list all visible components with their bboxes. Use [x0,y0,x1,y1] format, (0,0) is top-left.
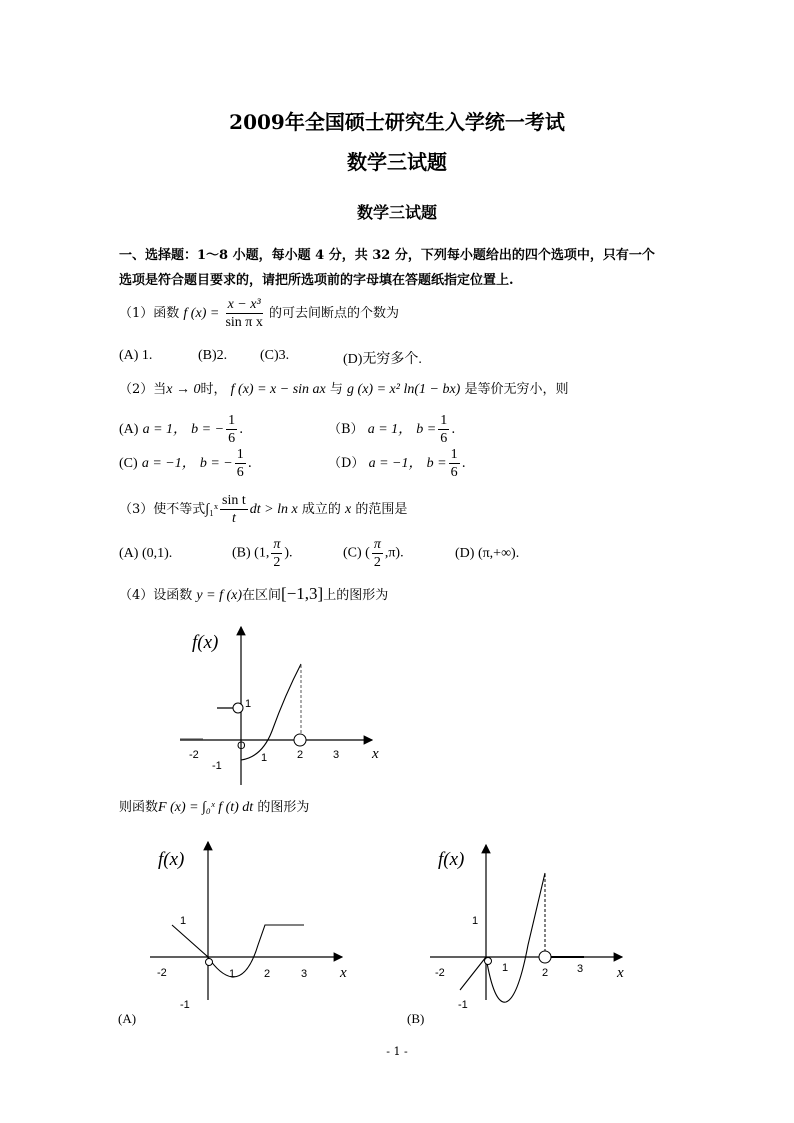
option-b-value: b = [416,422,437,437]
q2-g: g (x) = x² ln(1 − bx) [347,382,461,397]
option-label: (C) [343,545,362,561]
option-a-value: a = −1， [368,456,423,471]
option-label: (A) [119,422,139,437]
curve [241,664,304,761]
q4-interval: [−1,3] [281,584,324,603]
denominator: 6 [440,431,448,446]
denominator: 6 [228,431,236,446]
option-expr: (π,+∞). [477,546,520,561]
q1-option-c[interactable]: (C)3. [260,348,290,363]
tick-label: 3 [577,963,584,975]
option-b-value: b = − [199,456,233,471]
q3-var: x [345,502,352,517]
tick-label: -1 [458,999,468,1011]
denominator: 6 [450,465,458,480]
option-a-value: a = 1， [367,422,413,437]
q3-mid: 成立的 [301,502,341,517]
x-label: x [372,746,379,762]
curve [172,925,304,977]
q1-option-d[interactable]: (D)无穷多个. [343,352,422,367]
q1-numerator: x − x³ [227,297,261,312]
q1-denominator: sin π x [225,315,263,330]
q4-function: y = f (x) [196,588,243,603]
option-pre: (1, [254,545,270,561]
denominator: 2 [273,555,281,570]
exam-subtitle-2: 数学三试题 [356,203,437,222]
q3-rest: dt > ln x [249,502,298,517]
option-label: （D） [328,456,365,471]
q4-suffix: 上的图形为 [323,588,389,603]
q1-suffix: 的可去间断点的个数为 [268,306,399,321]
q2-option-c[interactable]: (C) a = −1， b = − $\frac{1}{6}$ . [119,447,252,480]
q1-option-b[interactable]: (B)2. [198,348,228,363]
tick-label: 1 [245,698,252,710]
q4-then-suffix: 的图形为 [257,800,310,815]
origin-point [485,958,492,965]
graph-option-a[interactable] [118,842,347,1026]
page-number: - 1 - [386,1045,408,1058]
numerator: sin t [222,493,246,508]
option-b-value: b = − [191,422,225,437]
option-a-value: a = −1， [141,456,196,471]
y-label: f(x) [438,849,465,870]
tick-label: 2 [542,967,549,979]
option-label: (D) [455,546,475,561]
option-a-value: a = 1， [142,422,188,437]
tick-label: -2 [435,967,445,979]
section-instructions-line1: 一、选择题：1～8 小题，每小题 4 分，共 32 分，下列每小题给出的四个选项中，只有一个 [119,248,655,263]
numerator: 1 [450,447,458,462]
option-label: (B) [407,1011,425,1026]
graph-main [180,627,379,785]
option-label: (B) [232,545,251,561]
exam-title: 2009年全国硕士研究生入学统一考试 [229,110,565,134]
tick-label: 1 [261,752,268,764]
denominator: 2 [373,555,381,570]
q2-condition: x → 0 [166,382,201,397]
tick-label: -2 [189,749,199,761]
q2-mid1: 时， [200,382,227,397]
q1-function: f (x) = [183,306,220,321]
option-label: (A) [119,546,139,561]
origin-point [206,959,213,966]
exam-subtitle: 数学三试题 [347,150,447,174]
y-label: f(x) [192,632,219,653]
y-label: f(x) [158,849,185,870]
graph-option-b[interactable] [407,845,624,1026]
q3-suffix: 的范围是 [355,502,408,517]
tick-label: -1 [180,999,190,1011]
curve [460,873,545,1002]
x-label: x [617,965,624,981]
option-post: ). [284,545,293,561]
q2-option-a[interactable]: (A) a = 1， b = − $\frac{1}{6}$ . [119,413,244,446]
open-point [294,734,306,746]
tick-label: -2 [157,967,167,979]
tick-label: 2 [264,968,271,980]
denominator: t [231,511,236,526]
q3-prefix: （3）使不等式 [119,502,206,517]
option-post: ,π). [384,545,404,561]
option-label: (C) [119,456,138,471]
q3-integral: ∫₁ˣ [205,502,219,517]
q4-mid: 在区间 [242,588,282,603]
option-label: (A) [118,1011,137,1026]
tick-label: 1 [472,915,479,927]
q2-f: f (x) = x − sin ax [230,382,326,397]
numerator: 1 [236,447,244,462]
q2-option-d[interactable]: （D） a = −1， b = $\frac{1}{6}$ . [328,447,466,480]
q4-prefix: （4）设函数 [119,588,193,603]
q2-suffix: 是等价无穷小，则 [464,382,569,397]
q2-prefix: （2）当 [119,382,167,397]
option-b-value: b = [426,456,447,471]
tick-label: 1 [502,962,509,974]
tick-label: 3 [301,968,308,980]
tick-label: -1 [212,760,222,772]
tick-label: 1 [180,915,187,927]
q4-then-prefix: 则函数 [119,800,159,815]
q2-mid2: 与 [329,382,343,397]
q1-prefix: （1）函数 [119,306,180,321]
origin-label: O [237,740,246,752]
option-label: （B） [328,422,364,437]
tick-label: 1 [229,968,236,980]
denominator: 6 [236,465,244,480]
numerator: π [373,537,381,552]
open-point [233,703,243,713]
tick-label: 2 [297,749,304,761]
q4-then-expr: F (x) = ∫₀ˣ f (t) dt [158,800,254,815]
q1-option-a[interactable]: (A) 1. [119,348,153,363]
q2-option-b[interactable]: （B） a = 1， b = $\frac{1}{6}$ . [328,413,456,446]
tick-label: 3 [333,749,340,761]
x-label: x [340,965,347,981]
open-point [539,951,551,963]
numerator: 1 [440,413,448,428]
option-pre: ( [365,545,370,561]
numerator: π [273,537,281,552]
numerator: 1 [228,413,236,428]
section-instructions-line2: 选项是符合题目要求的，请把所选项前的字母填在答题纸指定位置上. [119,273,514,288]
option-expr: (0,1). [141,546,173,561]
